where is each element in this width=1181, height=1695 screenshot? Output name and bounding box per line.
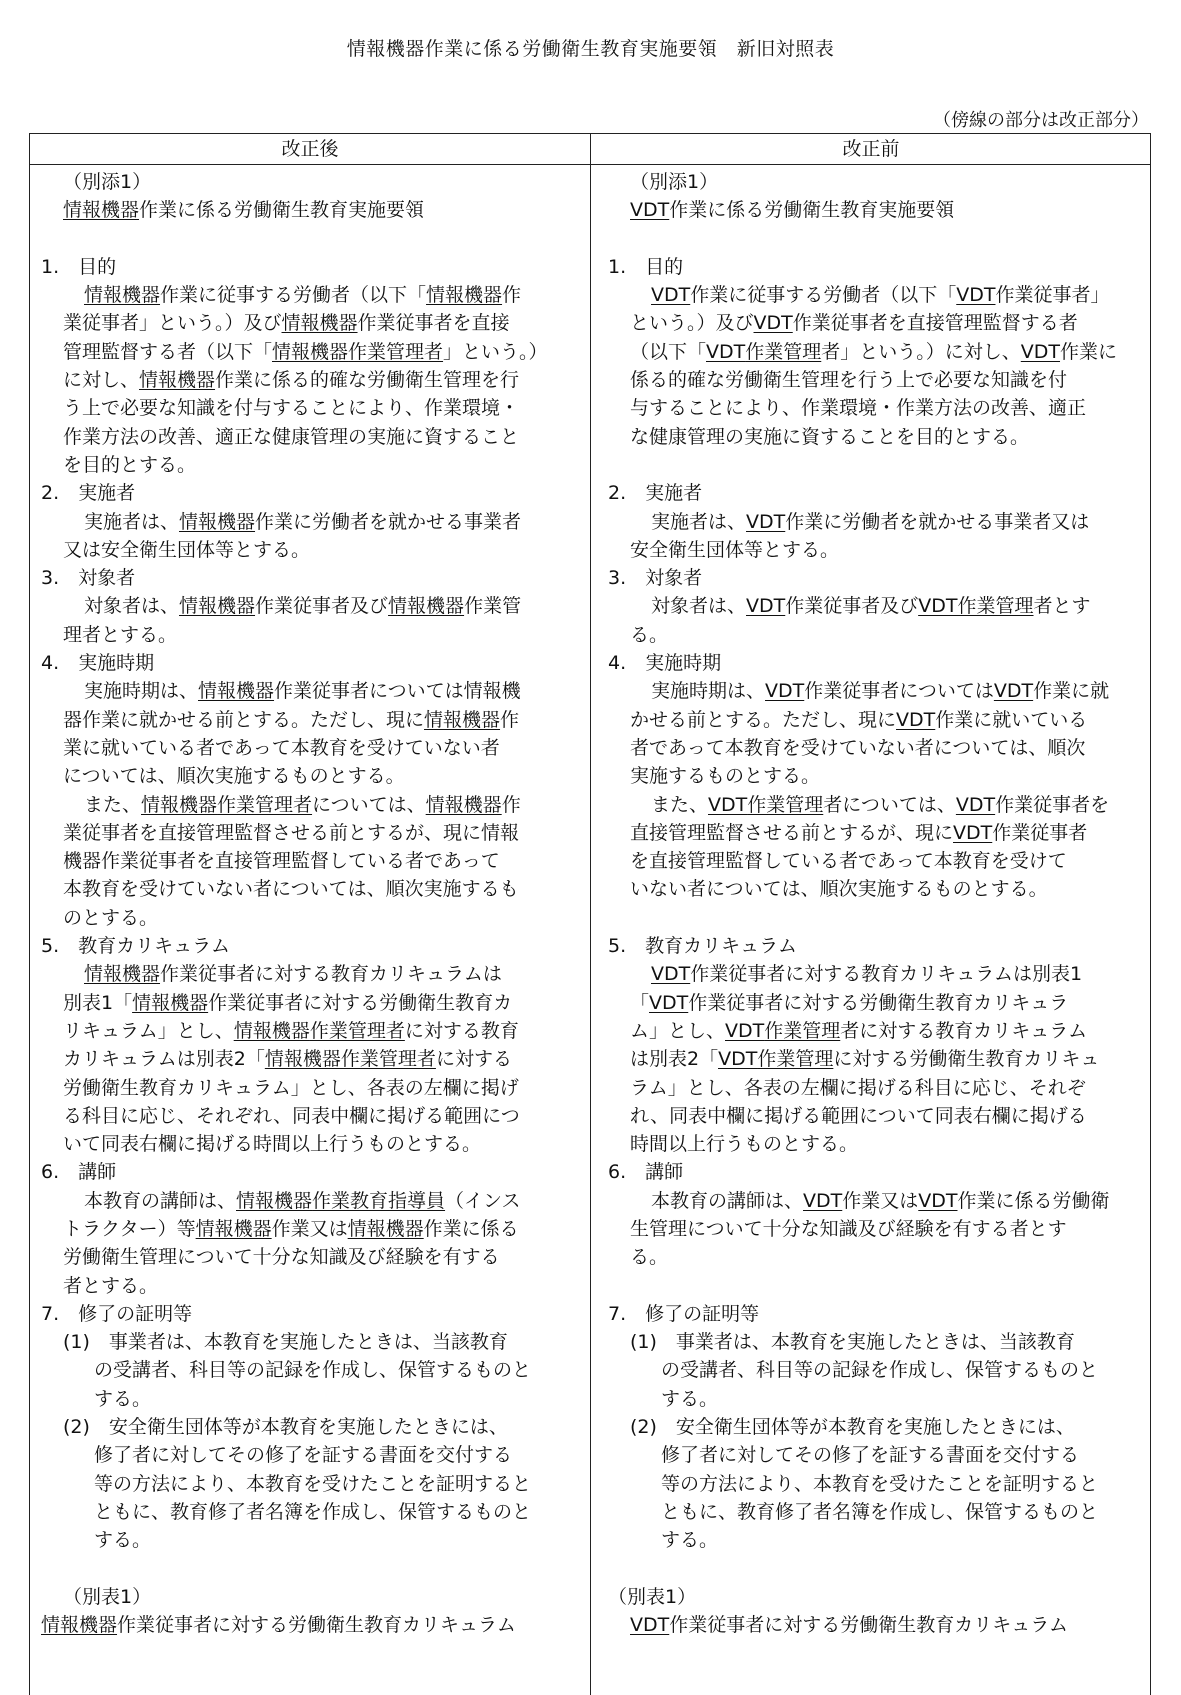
text-line: いて同表右欄に掲げる時間以上行うものとする。 xyxy=(63,1133,482,1156)
page-title: 情報機器作業に係る労働衛生教育実施要領 新旧対照表 xyxy=(346,38,835,60)
text-line: リキュラム」とし、情報機器作業管理者に対する教育 xyxy=(63,1019,519,1042)
text-line: VDT作業従事者に対する労働衛生教育カリキュラム xyxy=(630,1614,1069,1637)
text-line: 与することにより、作業環境・作業方法の改善、適正 xyxy=(630,397,1087,420)
text-line: 労働衛生管理について十分な知識及び経験を有する xyxy=(63,1246,500,1269)
text-line: 業に就いている者であって本教育を受けていない者 xyxy=(63,736,500,759)
comparison-table xyxy=(29,133,1151,1695)
text-line: (1) 事業者は、本教育を実施したときは、当該教育 xyxy=(63,1331,508,1354)
text-line: な健康管理の実施に資することを目的とする。 xyxy=(630,425,1030,448)
text-line: 本教育を受けていない者については、順次実施するも xyxy=(63,878,519,901)
text-line: 業従事者を直接管理監督させる前とするが、現に情報 xyxy=(63,821,520,844)
text-line: また、VDT作業管理者については、VDT作業従事者を xyxy=(651,793,1110,816)
text-line: 1. 目的 xyxy=(41,255,117,278)
column-header-after: 改正後 xyxy=(281,138,339,160)
text-line: する。 xyxy=(94,1387,152,1410)
text-line: また、情報機器作業管理者については、情報機器作 xyxy=(84,793,521,816)
text-line xyxy=(608,1555,1128,1583)
text-line: ともに、教育修了者名簿を作成し、保管するものと xyxy=(661,1500,1099,1523)
column-divider xyxy=(590,134,591,1695)
text-line: (2) 安全衛生団体等が本教育を実施したときには、 xyxy=(63,1416,508,1439)
text-line: 本教育の講師は、情報機器作業教育指導員（インス xyxy=(84,1189,521,1212)
text-line: 7. 修了の証明等 xyxy=(608,1302,760,1325)
text-line: 者とする。 xyxy=(63,1274,159,1297)
text-line: 6. 講師 xyxy=(41,1161,117,1184)
text-line: の受講者、科目等の記録を作成し、保管するものと xyxy=(94,1359,532,1382)
text-line: 4. 実施時期 xyxy=(41,652,155,675)
text-line: 5. 教育カリキュラム xyxy=(41,935,230,958)
text-line: ム」とし、VDT作業管理者に対する教育カリキュラム xyxy=(630,1019,1088,1042)
text-line: 器作業に就かせる前とする。ただし、現に情報機器作 xyxy=(63,708,520,731)
column-header-before: 改正前 xyxy=(842,138,900,160)
text-line: トラクター）等情報機器作業又は情報機器作業に係る xyxy=(63,1217,519,1240)
text-line: の受講者、科目等の記録を作成し、保管するものと xyxy=(661,1359,1099,1382)
text-line: いない者については、順次実施するものとする。 xyxy=(630,878,1048,901)
text-line: 本教育の講師は、VDT作業又はVDT作業に係る労働衛 xyxy=(651,1189,1110,1212)
text-line: 2. 実施者 xyxy=(41,482,136,505)
text-line: 3. 対象者 xyxy=(41,567,136,590)
text-line: は別表2「VDT作業管理に対する労働衛生教育カリキュ xyxy=(630,1048,1100,1071)
text-line: 係る的確な労働衛生管理を行う上で必要な知識を付 xyxy=(630,369,1068,392)
text-line: う上で必要な知識を付与することにより、作業環境・ xyxy=(63,397,520,420)
text-line: 別表1「情報機器作業従事者に対する労働衛生教育カ xyxy=(63,991,513,1014)
text-line: VDT作業に従事する労働者（以下「VDT作業従事者」 xyxy=(651,284,1110,307)
text-line: 管理監督する者（以下「情報機器作業管理者」という。） xyxy=(63,340,548,363)
text-line: を直接管理監督している者であって本教育を受けて xyxy=(630,850,1067,873)
text-line: 7. 修了の証明等 xyxy=(41,1302,193,1325)
text-line: (2) 安全衛生団体等が本教育を実施したときには、 xyxy=(630,1416,1075,1439)
text-line: （別表1） xyxy=(63,1585,152,1608)
text-line: 3. 対象者 xyxy=(608,567,703,590)
text-line: かせる前とする。ただし、現にVDT作業に就いている xyxy=(630,708,1088,731)
text-line: 労働衛生教育カリキュラム」とし、各表の左欄に掲げ xyxy=(63,1076,519,1099)
text-line: 情報機器作業従事者に対する労働衛生教育カリキュラム xyxy=(41,1614,516,1637)
text-line: 実施者は、情報機器作業に労働者を就かせる事業者 xyxy=(84,510,522,533)
text-line: れ、同表中欄に掲げる範囲について同表右欄に掲げる xyxy=(630,1104,1087,1127)
text-line: 作業方法の改善、適正な健康管理の実施に資すること xyxy=(63,425,520,448)
text-line: （以下「VDT作業管理者」という。）に対し、VDT作業に xyxy=(630,340,1118,363)
text-line xyxy=(41,1555,561,1583)
text-line: 実施者は、VDT作業に労働者を就かせる事業者又は xyxy=(651,510,1090,533)
text-line: に対し、情報機器作業に係る的確な労働衛生管理を行 xyxy=(63,369,520,392)
text-line: 等の方法により、本教育を受けたことを証明すると xyxy=(661,1472,1099,1495)
text-line: 4. 実施時期 xyxy=(608,652,722,675)
text-line: 2. 実施者 xyxy=(608,482,703,505)
text-line: 者であって本教育を受けていない者については、順次 xyxy=(630,736,1086,759)
text-line: ともに、教育修了者名簿を作成し、保管するものと xyxy=(94,1500,532,1523)
text-line xyxy=(41,225,561,253)
text-line: る。 xyxy=(630,1246,669,1269)
text-line: VDT作業に係る労働衛生教育実施要領 xyxy=(630,199,955,222)
text-line: 生管理について十分な知識及び経験を有する者とす xyxy=(630,1217,1067,1240)
text-line: 又は安全衛生団体等とする。 xyxy=(63,538,311,561)
text-line: を目的とする。 xyxy=(63,453,197,476)
text-line: （別表1） xyxy=(608,1585,697,1608)
text-line: 直接管理監督させる前とするが、現にVDT作業従事者 xyxy=(630,821,1088,844)
text-line: 修了者に対してその修了を証する書面を交付する xyxy=(94,1444,513,1467)
text-line: 6. 講師 xyxy=(608,1161,684,1184)
text-line: （別添1） xyxy=(63,171,152,193)
text-line: 5. 教育カリキュラム xyxy=(608,935,797,958)
text-line: 実施するものとする。 xyxy=(630,765,821,788)
text-line: という。）及びVDT作業従事者を直接管理監督する者 xyxy=(630,312,1078,335)
text-line: 実施時期は、情報機器作業従事者については情報機 xyxy=(84,680,521,703)
text-line: のとする。 xyxy=(63,906,159,929)
text-line: 時間以上行うものとする。 xyxy=(630,1133,859,1156)
after-column xyxy=(41,168,561,1639)
amendment-note: （傍線の部分は改正部分） xyxy=(933,110,1149,131)
text-line: 修了者に対してその修了を証する書面を交付する xyxy=(661,1444,1080,1467)
text-line xyxy=(608,904,1128,932)
text-line: ラム」とし、各表の左欄に掲げる科目に応じ、それぞ xyxy=(630,1076,1086,1099)
text-line: 機器作業従事者を直接管理監督している者であって xyxy=(63,850,500,873)
text-line: 業従事者」という。）及び情報機器作業従事者を直接 xyxy=(63,312,510,335)
table-header xyxy=(30,134,1150,165)
text-line: る科目に応じ、それぞれ、同表中欄に掲げる範囲につ xyxy=(63,1104,520,1127)
text-line: (1) 事業者は、本教育を実施したときは、当該教育 xyxy=(630,1331,1075,1354)
before-column xyxy=(608,168,1128,1639)
text-line: については、順次実施するものとする。 xyxy=(63,765,405,788)
text-line: 対象者は、情報機器作業従事者及び情報機器作業管 xyxy=(84,595,522,618)
text-line: する。 xyxy=(661,1529,719,1552)
text-line: 1. 目的 xyxy=(608,255,684,278)
text-line xyxy=(608,225,1128,253)
text-line: 対象者は、VDT作業従事者及びVDT作業管理者とす xyxy=(651,595,1091,618)
text-line: 実施時期は、VDT作業従事者についてはVDT作業に就 xyxy=(651,680,1110,703)
text-line: する。 xyxy=(661,1387,719,1410)
text-line: する。 xyxy=(94,1529,152,1552)
text-line: カリキュラムは別表2「情報機器作業管理者に対する xyxy=(63,1048,512,1071)
text-line xyxy=(608,451,1128,479)
text-line: る。 xyxy=(630,623,669,646)
text-line: 情報機器作業に係る労働衛生教育実施要領 xyxy=(63,199,425,222)
text-line: VDT作業従事者に対する教育カリキュラムは別表1 xyxy=(651,963,1083,986)
text-line: 理者とする。 xyxy=(63,623,178,646)
text-line: 情報機器作業従事者に対する教育カリキュラムは xyxy=(84,963,502,986)
text-line: 等の方法により、本教育を受けたことを証明すると xyxy=(94,1472,532,1495)
text-line: （別添1） xyxy=(630,171,719,193)
text-line: 安全衛生団体等とする。 xyxy=(630,538,840,561)
text-line: 情報機器作業に従事する労働者（以下「情報機器作 xyxy=(84,284,522,307)
text-line: 「VDT作業従事者に対する労働衛生教育カリキュラ xyxy=(630,991,1069,1014)
text-line xyxy=(608,1272,1128,1300)
